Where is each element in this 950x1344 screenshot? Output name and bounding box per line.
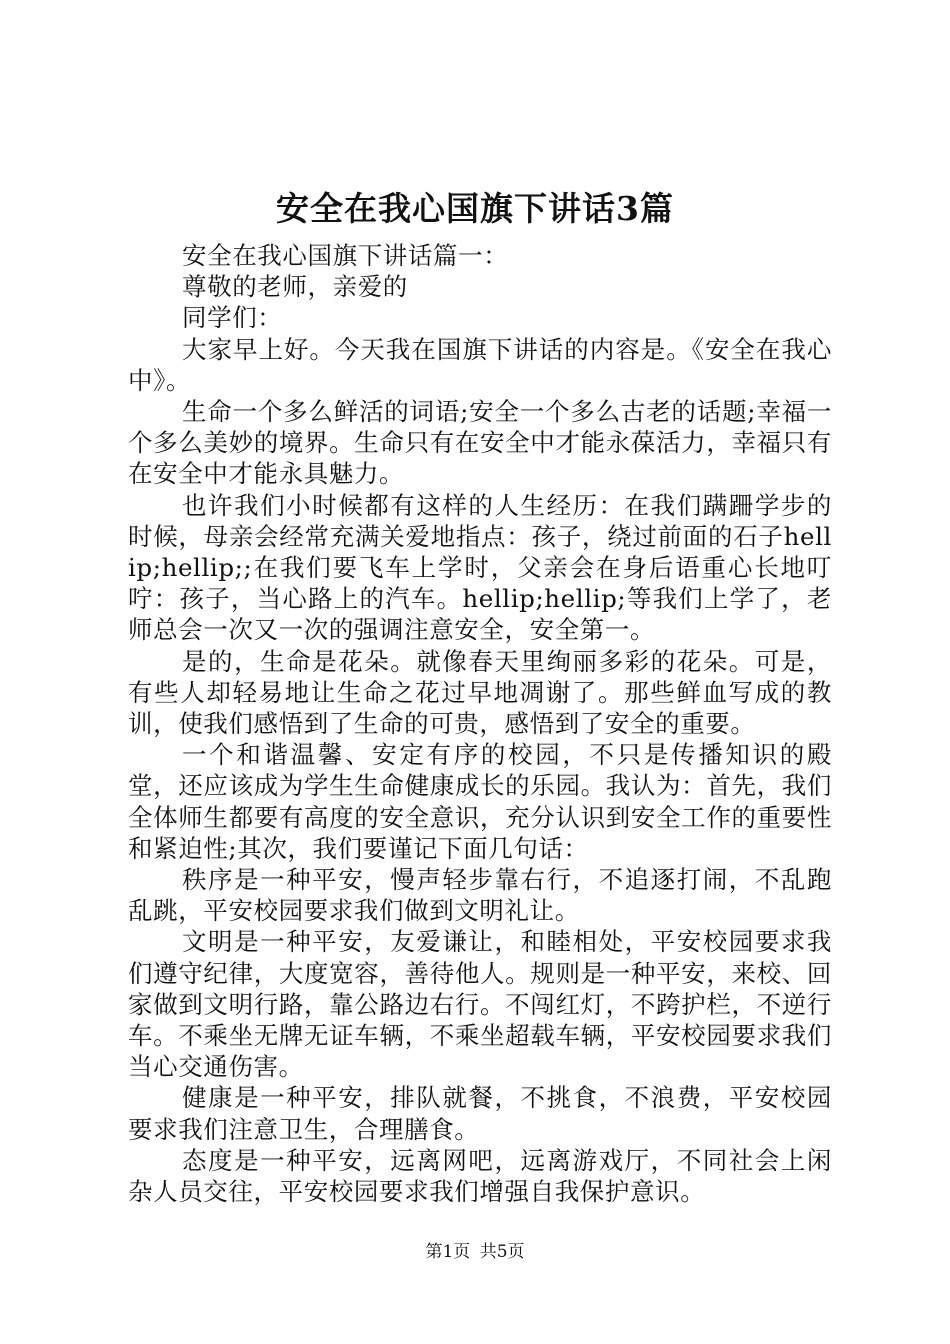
paragraph: 态度是一种平安，远离网吧，远离游戏厅，不同社会上闲杂人员交往，平安校园要求我们增强自我保护意识。 xyxy=(128,1145,832,1207)
paragraph: 健康是一种平安，排队就餐，不挑食，不浪费，平安校园要求我们注意卫生，合理膳食。 xyxy=(128,1083,832,1144)
paragraph: 是的，生命是花朵。就像春天里绚丽多彩的花朵。可是，有些人却轻易地让生命之花过早地凋谢了。那些鲜血写成的教训，使我们感悟到了生命的可贵，感悟到了安全的重要。 xyxy=(128,646,832,739)
paragraph-salutation-cont: 同学们： xyxy=(182,303,283,333)
paragraph: 生命一个多么鲜活的词语;安全一个多么古老的话题;幸福一个多么美妙的境界。生命只有在安全中才能永葆活力，幸福只有在安全中才能永具魅力。 xyxy=(128,397,832,489)
page-number: 第1页 xyxy=(425,1242,471,1262)
paragraph-salutation: 尊敬的老师，亲爱的 xyxy=(182,272,408,302)
page-footer xyxy=(0,1240,950,1264)
paragraph: 秩序是一种平安，慢声轻步靠右行，不追逐打闹，不乱跑乱跳，平安校园要求我们做到文明礼让。 xyxy=(128,865,832,926)
paragraph: 大家早上好。今天我在国旗下讲话的内容是。《安全在我心中》。 xyxy=(128,334,832,395)
paragraph: 文明是一种平安，友爱谦让，和睦相处，平安校园要求我们遵守纪律，大度宽容，善待他人。规则是一种平安，来校、回家做到文明行路，靠公路边右行。不闯红灯，不跨护栏，不逆行车。不乘坐无牌无证车辆，不乘坐超载车辆，平安校园要求我们当心交通伤害。 xyxy=(128,927,832,1082)
paragraph: 也许我们小时候都有这样的人生经历：在我们蹒跚学步的时候，母亲会经常充满关爱地指点：孩子，绕过前面的石子hellip;hellip;;在我们要飞车上学时，父亲会在身后语重心长地叮咛：孩子，当心路上的汽车。hellip;hellip;等我们上学了，老师总会一次又一次的强调注意安全，安全第一。 xyxy=(128,490,832,645)
paragraph-heading: 安全在我心国旗下讲话篇一： xyxy=(182,241,509,270)
document-title: 安全在我心国旗下讲话3篇 xyxy=(276,189,674,228)
paragraph: 一个和谐温馨、安定有序的校园，不只是传播知识的殿堂，还应该成为学生生命健康成长的乐园。我认为：首先，我们全体师生都要有高度的安全意识，充分认识到安全工作的重要性和紧迫性;其次，我们要谨记下面几句话： xyxy=(128,740,832,863)
document-body xyxy=(128,240,832,1207)
page-total: 共5页 xyxy=(479,1242,525,1262)
